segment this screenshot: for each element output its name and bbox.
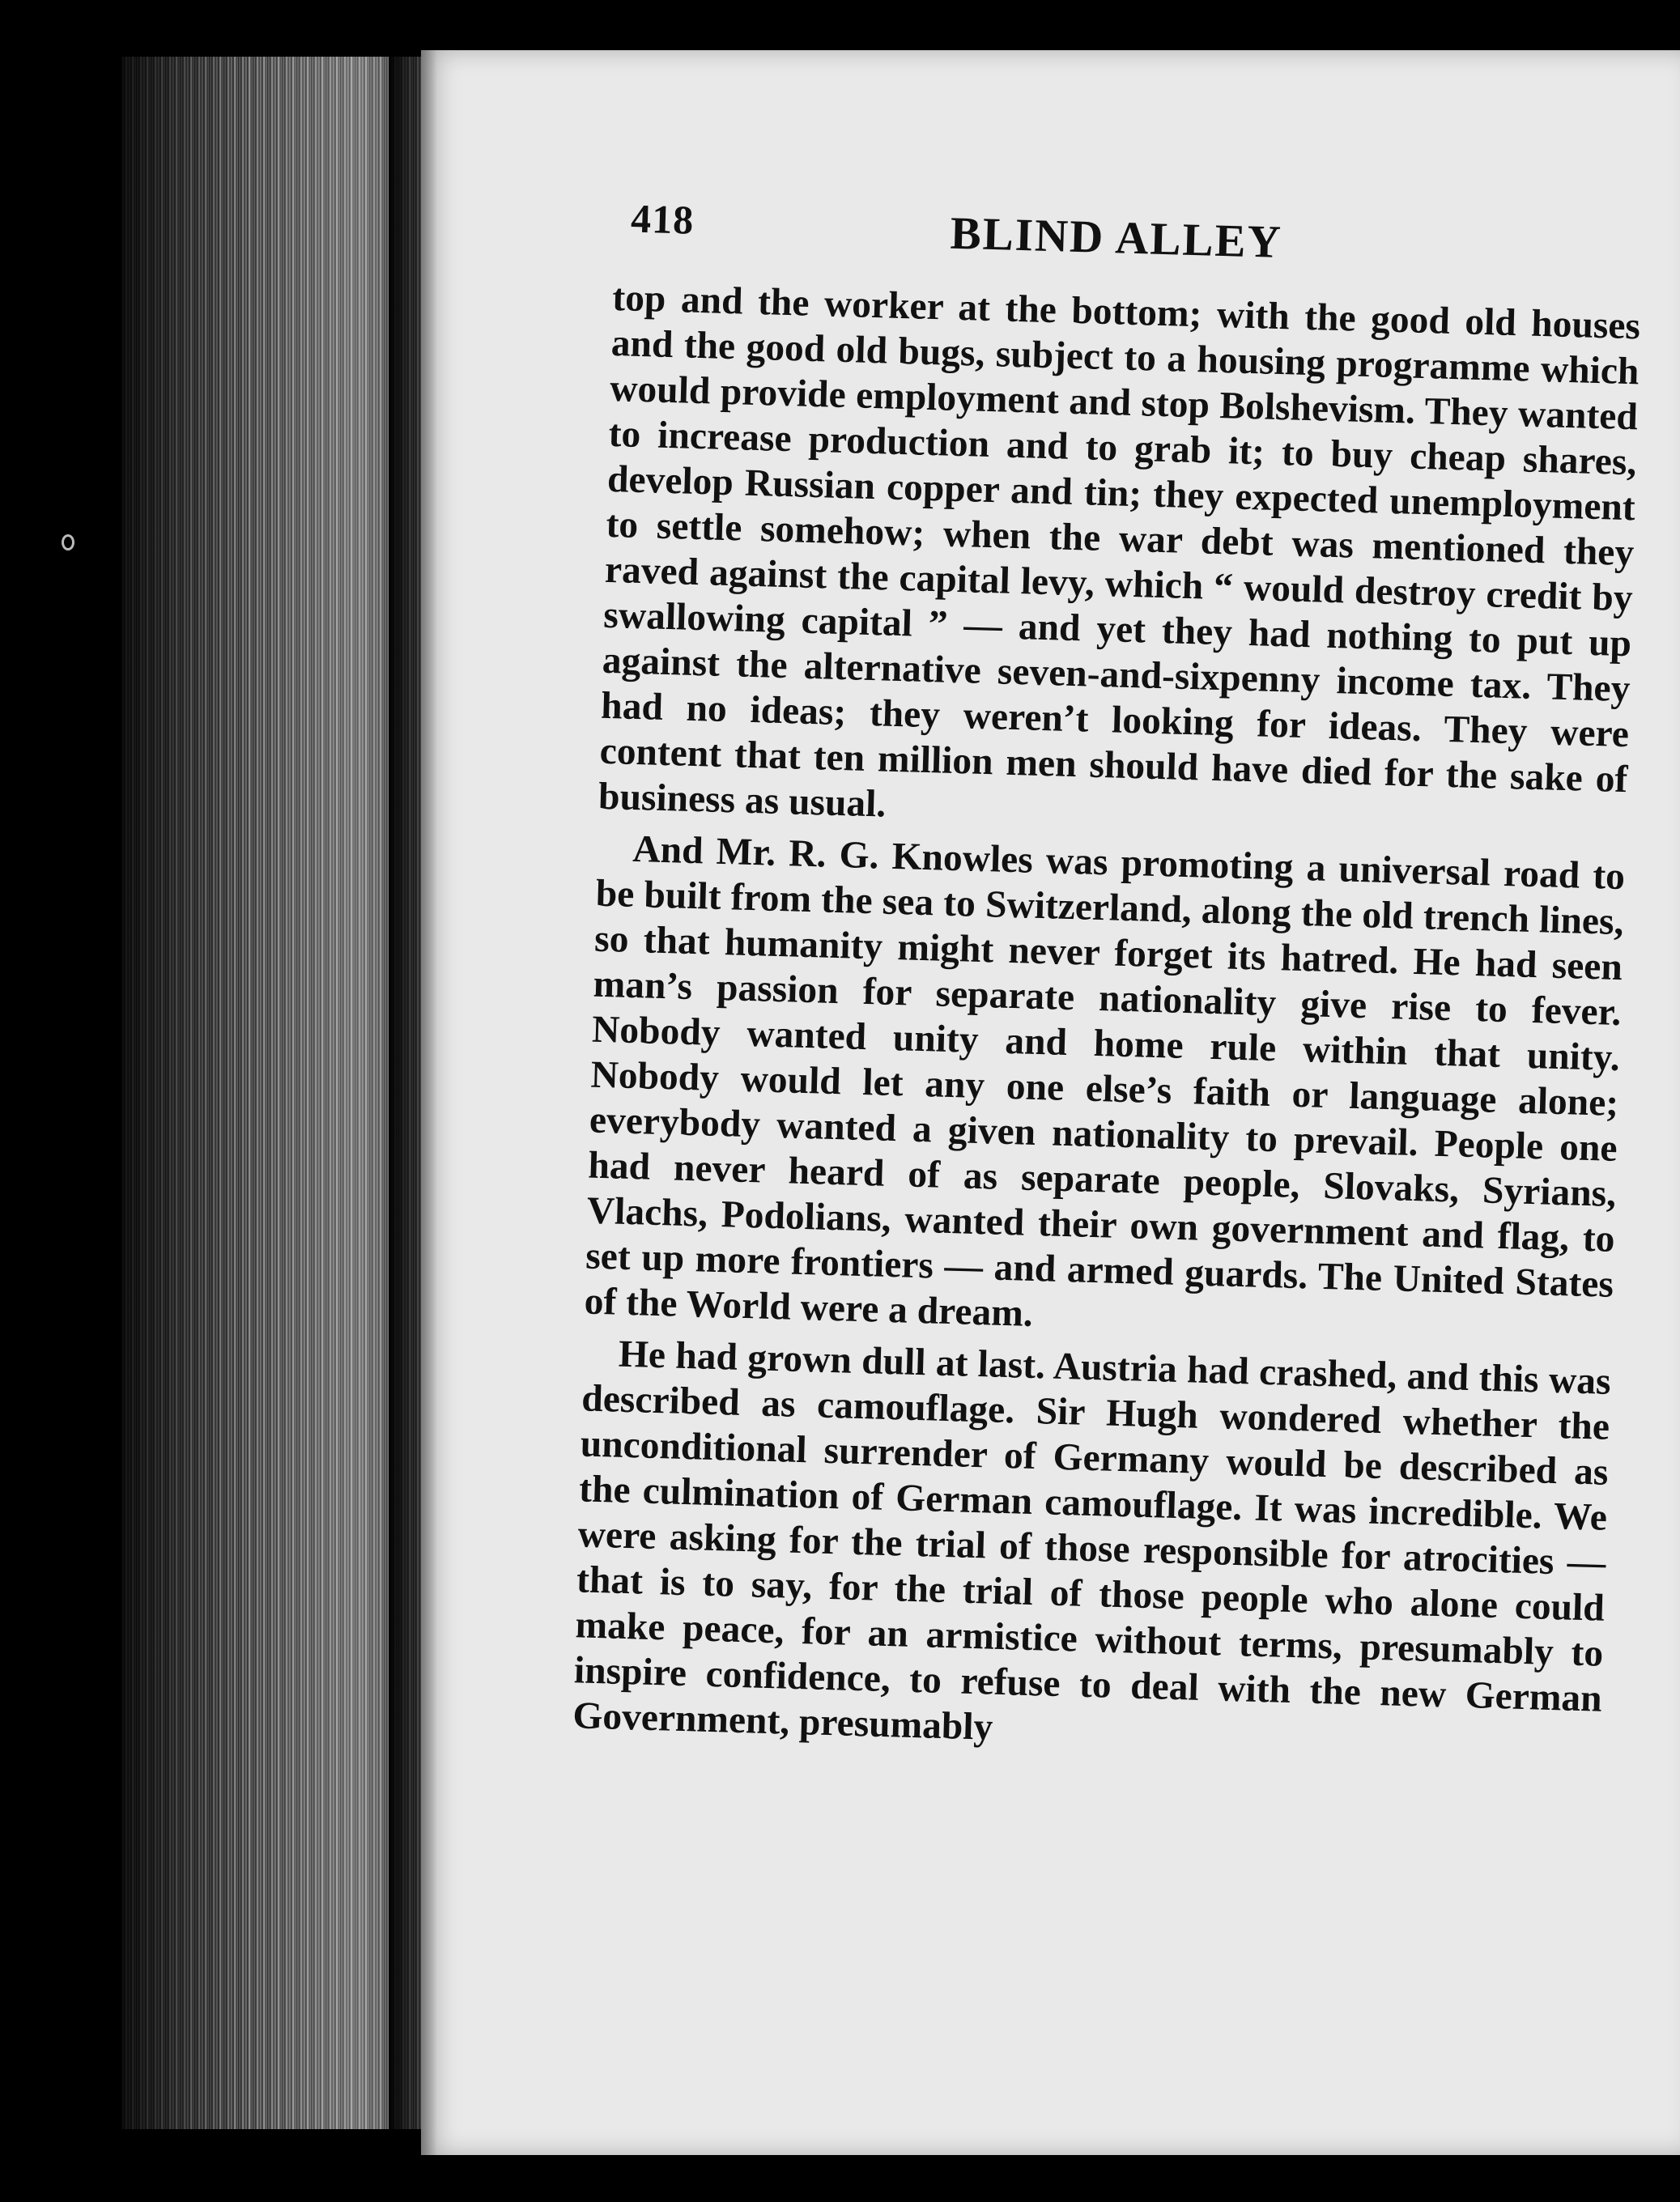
paragraph-3: He had grown dull at last. Austria had crashed, and this was described as camouflage. Sir Hugh wondered whether the unconditional surrender of Germany would be described as the culmination of German camouflage. It was incredible. We were asking for the trial of those responsible for atrocities — that is to say, for the trial of those people who alone could make peace, for an armistice without terms, presumably to inspire confidence, to refuse to deal with the new German Government, presumably — [572, 1333, 1612, 1749]
body-text — [572, 275, 1641, 1767]
paragraph-1: top and the worker at the bottom; with the good old houses and the good old bugs, subject to a housing programme which would provide employment and stop Bolshevism. They wanted to increase production and to grab it; to buy cheap shares, develop Russian copper and tin; they expected unemployment to settle somehow; when the war debt was mentioned they raved against the capital levy, which “ would destroy credit by swallowing capital ” — and yet they had nothing to put up against the alternative seven-and-sixpenny income tax. They had no ideas; they weren’t looking for ideas. They were content that ten million men should have died for the sake of business as usual. — [598, 276, 1641, 826]
scan-artifact-mark — [62, 534, 74, 550]
page-text-block — [572, 194, 1644, 1774]
paragraph-2: And Mr. R. G. Knowles was promoting a universal road to be built from the sea to Switzerland, along the old trench lines, so that humanity might never forget its hatred. He had seen man’s passion for separate nationality give rise to fever. Nobody wanted unity and home rule within that unity. Nobody would let any one else’s faith or language alone; everybody wanted a given nationality to prevail. People one had never heard of as separate people, Slovaks, Syrians, Vlachs, Podolians, wanted their own government and flag, to set up more frontiers — and armed guards. The United States of the World were a dream. — [584, 827, 1626, 1335]
running-title: BLIND ALLEY — [949, 207, 1283, 269]
book-page-edges — [121, 57, 421, 2129]
page-number: 418 — [630, 195, 695, 243]
